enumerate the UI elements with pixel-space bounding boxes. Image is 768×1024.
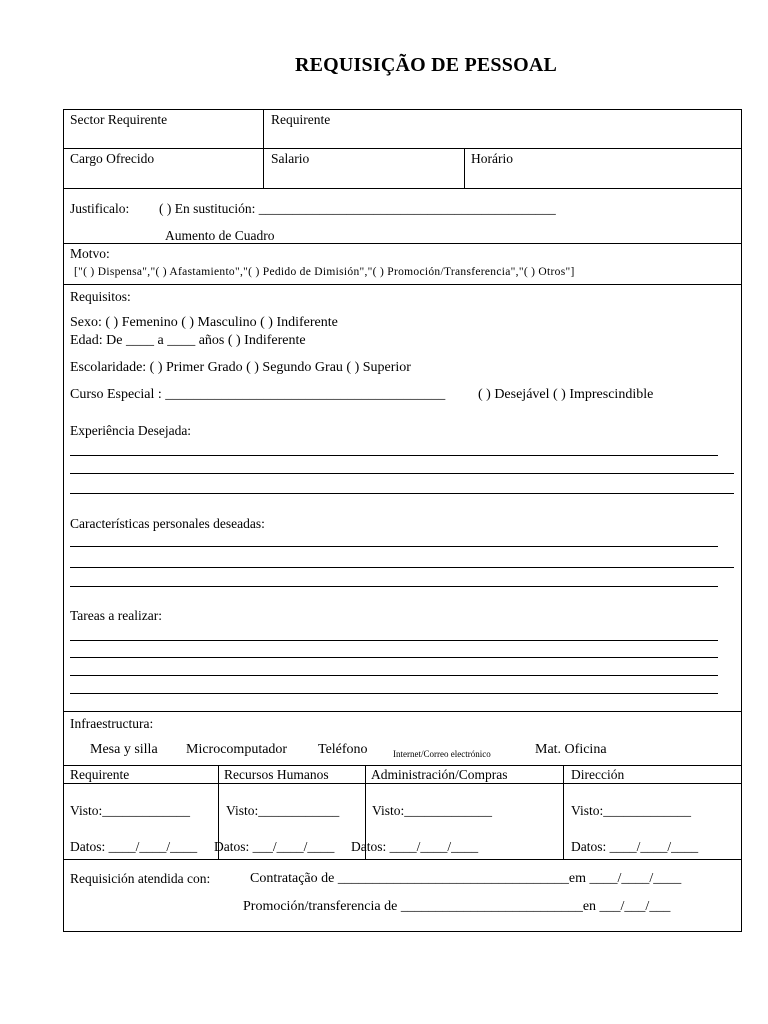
contratacao-field[interactable]: Contratação de _________________________________em ____/____/____ — [250, 871, 682, 886]
justificalo-sustitucion-option[interactable]: ( ) En sustitución: ____________________________________________ — [159, 201, 556, 216]
cell-divider — [263, 109, 264, 188]
requisitos-label: Requisitos: — [70, 289, 131, 304]
escolaridade-options[interactable]: Escolaridade: ( ) Primer Grado ( ) Segundo Grau ( ) Superior — [70, 360, 411, 375]
cell-divider — [563, 765, 564, 859]
row-divider — [63, 148, 742, 149]
experiencia-line[interactable] — [70, 493, 734, 494]
infra-mat-oficina-option[interactable]: Mat. Oficina — [535, 742, 607, 757]
page-title: REQUISIÇÃO DE PESSOAL — [294, 54, 558, 76]
row-divider — [63, 188, 742, 189]
curso-especial-options[interactable]: ( ) Desejável ( ) Imprescindible — [478, 387, 654, 402]
cell-divider — [464, 148, 465, 188]
tareas-line[interactable] — [70, 693, 718, 694]
datos-requirente-field[interactable]: Datos: ____/____/____ — [70, 839, 198, 854]
justificalo-label: Justificalo: — [70, 201, 130, 216]
tareas-label: Tareas a realizar: — [70, 608, 162, 623]
cargo-ofrecido-label: Cargo Ofrecido — [70, 151, 155, 166]
caracteristicas-line[interactable] — [70, 546, 718, 547]
caracteristicas-line[interactable] — [70, 586, 718, 587]
infra-telefono-option[interactable]: Teléfono — [318, 742, 368, 757]
experiencia-line[interactable] — [70, 473, 734, 474]
tareas-line[interactable] — [70, 657, 718, 658]
approval-header-rrhh: Recursos Humanos — [224, 767, 329, 782]
experiencia-label: Experiência Desejada: — [70, 423, 192, 438]
row-divider — [63, 859, 742, 860]
visto-direccion-field[interactable]: Visto:_____________ — [571, 803, 691, 818]
datos-rrhh-field[interactable]: Datos: ___/____/____ — [214, 839, 335, 854]
caracteristicas-label: Características personales deseadas: — [70, 516, 265, 531]
infraestructura-label: Infraestructura: — [70, 716, 154, 731]
row-divider — [63, 284, 742, 285]
edad-options[interactable]: Edad: De ____ a ____ años ( ) Indiferente — [70, 333, 306, 348]
experiencia-line[interactable] — [70, 455, 718, 456]
row-divider — [63, 765, 742, 766]
salario-label: Salario — [271, 151, 310, 166]
approval-header-direccion: Dirección — [571, 767, 625, 782]
tareas-line[interactable] — [70, 675, 718, 676]
infra-mesa-option[interactable]: Mesa y silla — [90, 742, 158, 757]
approval-header-administracion: Administración/Compras — [371, 767, 508, 782]
tareas-line[interactable] — [70, 640, 718, 641]
row-divider — [63, 783, 742, 784]
datos-direccion-field[interactable]: Datos: ____/____/____ — [571, 839, 699, 854]
visto-administracion-field[interactable]: Visto:_____________ — [372, 803, 492, 818]
sector-requirente-label: Sector Requirente — [70, 112, 168, 127]
promocion-field[interactable]: Promoción/transferencia de __________________________en ___/___/___ — [243, 899, 671, 914]
justificalo-aumento-option[interactable]: Aumento de Cuadro — [165, 228, 275, 243]
infra-internet-option[interactable]: Internet/Correo electrónico — [393, 749, 491, 759]
curso-especial-field[interactable]: Curso Especial : ________________________________________ — [70, 387, 446, 402]
infra-microcomputador-option[interactable]: Microcomputador — [186, 742, 288, 757]
visto-requirente-field[interactable]: Visto:_____________ — [70, 803, 190, 818]
horario-label: Horário — [471, 151, 513, 166]
motivo-options[interactable]: ["( ) Dispensa","( ) Afastamiento","( ) Pedido de Dimisión","( ) Promoción/Transferencia","( ) Otros"] — [74, 266, 575, 278]
caracteristicas-line[interactable] — [70, 567, 734, 568]
requirente-label: Requirente — [271, 112, 331, 127]
sexo-options[interactable]: Sexo: ( ) Femenino ( ) Masculino ( ) Indiferente — [70, 315, 338, 330]
visto-rrhh-field[interactable]: Visto:____________ — [226, 803, 340, 818]
approval-header-requirente: Requirente — [70, 767, 130, 782]
row-divider — [63, 711, 742, 712]
motivo-label: Motvo: — [70, 246, 110, 261]
datos-administracion-field[interactable]: Datos: ____/____/____ — [351, 839, 479, 854]
requisicion-atendida-label: Requisición atendida con: — [70, 871, 211, 886]
